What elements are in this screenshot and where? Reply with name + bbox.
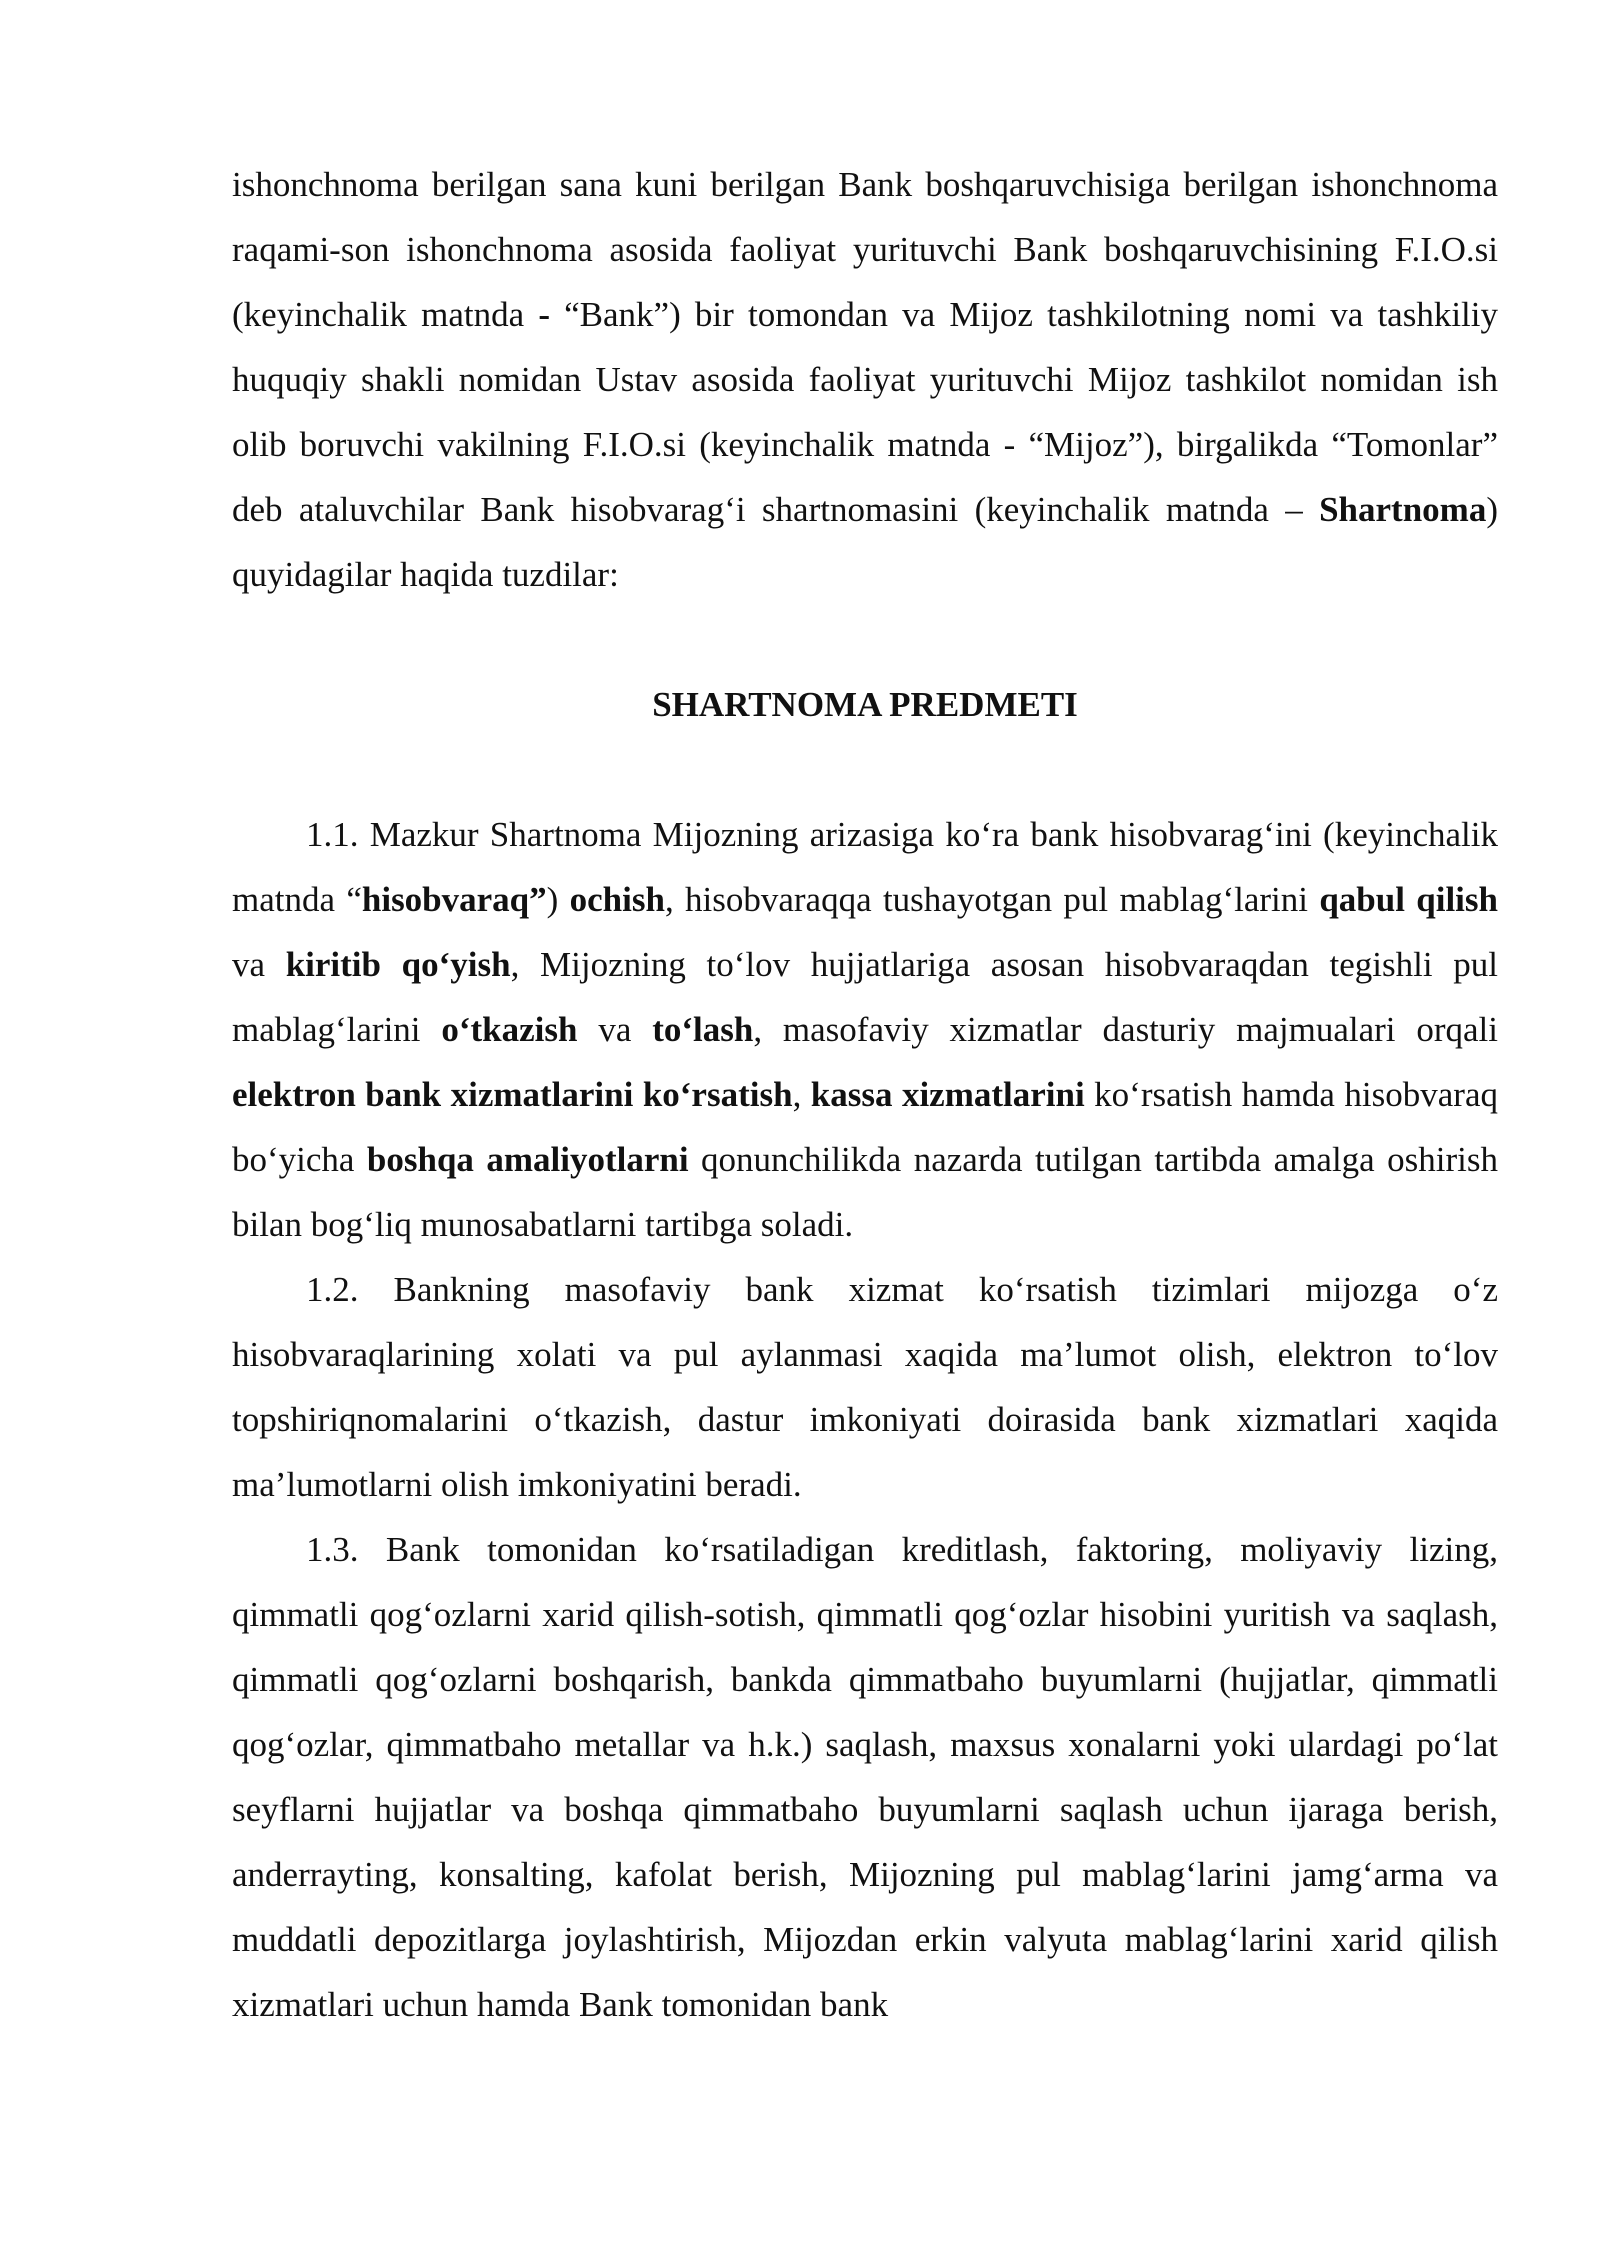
clause-1-1-bold-4: kiritib qo‘yish: [285, 945, 511, 984]
intro-dash: -: [538, 295, 550, 334]
intro-text-2: “Bank”) bir tomondan va Mijoz tashkilotning nomi va tashkiliy huquqiy shakli nomidan Ustav asosida faoliyat yurituvchi Mijoz tashkilot nomidan ish olib boruvchi vakilning F.I.O.si (keyinchalik matnda - “Mijoz”), birgalikda “Tomonlar” deb ataluvchilar Bank hisobvarag‘i shartnomasini (keyinchalik matnda –: [232, 295, 1498, 529]
clause-1-1-bold-9: boshqa amaliyotlarni: [366, 1140, 689, 1179]
clause-1-1-text-7: , masofaviy xizmatlar dasturiy majmualari orqali: [753, 1010, 1498, 1049]
intro-text-3: ) quyidagilar haqida tuzdilar:: [232, 490, 1498, 594]
document-body: [232, 152, 1498, 2037]
clause-1-1-bold-6: to‘lash: [652, 1010, 754, 1049]
clause-1-1: [232, 802, 1498, 1257]
clause-1-1-bold-7: elektron bank xizmatlarini ko‘rsatish: [232, 1075, 793, 1114]
clause-1-1-text-10: qonunchilikda nazarda tutilgan tartibda amalga oshirish bilan bog‘liq munosabatlarni tartibga soladi.: [232, 1140, 1498, 1244]
clause-1-1-text-6: va: [577, 1010, 653, 1049]
clause-1-1-text-1: 1.1. Mazkur Shartnoma Mijozning arizasiga ko‘ra bank hisobvarag‘ini (keyinchalik matnda “: [232, 815, 1498, 919]
clause-1-1-bold-1: hisobvaraq”: [361, 880, 547, 919]
clause-1-1-text-8: ,: [792, 1075, 811, 1114]
clause-1-1-bold-3: qabul qilish: [1319, 880, 1498, 919]
clause-1-1-text-4: va: [232, 945, 286, 984]
intro-text-1: ishonchnoma berilgan sana kuni berilgan Bank boshqaruvchisiga berilgan ishonchnoma raqami-son ishonchnoma asosida faoliyat yurituvchi Bank boshqaruvchisining F.I.O.si (keyinchalik matnda: [232, 165, 1498, 334]
clause-1-2: 1.2. Bankning masofaviy bank xizmat ko‘rsatish tizimlari mijozga o‘z hisobvaraqlarining xolati va pul aylanmasi xaqida ma’lumot olish, elektron to‘lov topshiriqnomalarini o‘tkazish, dastur imkoniyati doirasida bank xizmatlari xaqida ma’lumotlarni olish imkoniyatini beradi.: [232, 1270, 1498, 1504]
clause-1-1-text-5: , Mijozning to‘lov hujjatlariga asosan hisobvaraqdan tegishli pul mablag‘larini: [232, 945, 1498, 1049]
section-heading: SHARTNOMA PREDMETI: [652, 685, 1078, 724]
clause-1-1-text-3: , hisobvaraqqa tushayotgan pul mablag‘larini: [664, 880, 1320, 919]
intro-bold-shartnoma: Shartnoma: [1319, 490, 1487, 529]
clause-1-3: 1.3. Bank tomonidan ko‘rsatiladigan kreditlash, faktoring, moliyaviy lizing, qimmatli qog‘ozlarni xarid qilish-sotish, qimmatli qog‘ozlar hisobini yuritish va saqlash, qimmatli qog‘ozlarni boshqarish, bankda qimmatbaho buyumlarni (hujjatlar, qimmatli qog‘ozlar, qimmatbaho metallar va h.k.) saqlash, maxsus xonalarni yoki ulardagi po‘lat seyflarni hujjatlar va boshqa qimmatbaho buyumlarni saqlash uchun ijaraga berish, anderrayting, konsalting, kafolat berish, Mijozning pul mablag‘larini jamg‘arma va muddatli depozitlarga joylashtirish, Mijozdan erkin valyuta mablag‘larini xarid qilish xizmatlari uchun hamda Bank tomonidan bank: [232, 1530, 1498, 2024]
clause-1-1-bold-8: kassa xizmatlarini: [810, 1075, 1085, 1114]
clause-1-1-text-2: ): [546, 880, 570, 919]
intro-paragraph: [232, 152, 1498, 607]
clause-1-1-bold-5: o‘tkazish: [441, 1010, 578, 1049]
clause-1-1-bold-2: ochish: [569, 880, 665, 919]
clause-1-1-text-9: ko‘rsatish hamda hisobvaraq bo‘yicha: [232, 1075, 1498, 1179]
